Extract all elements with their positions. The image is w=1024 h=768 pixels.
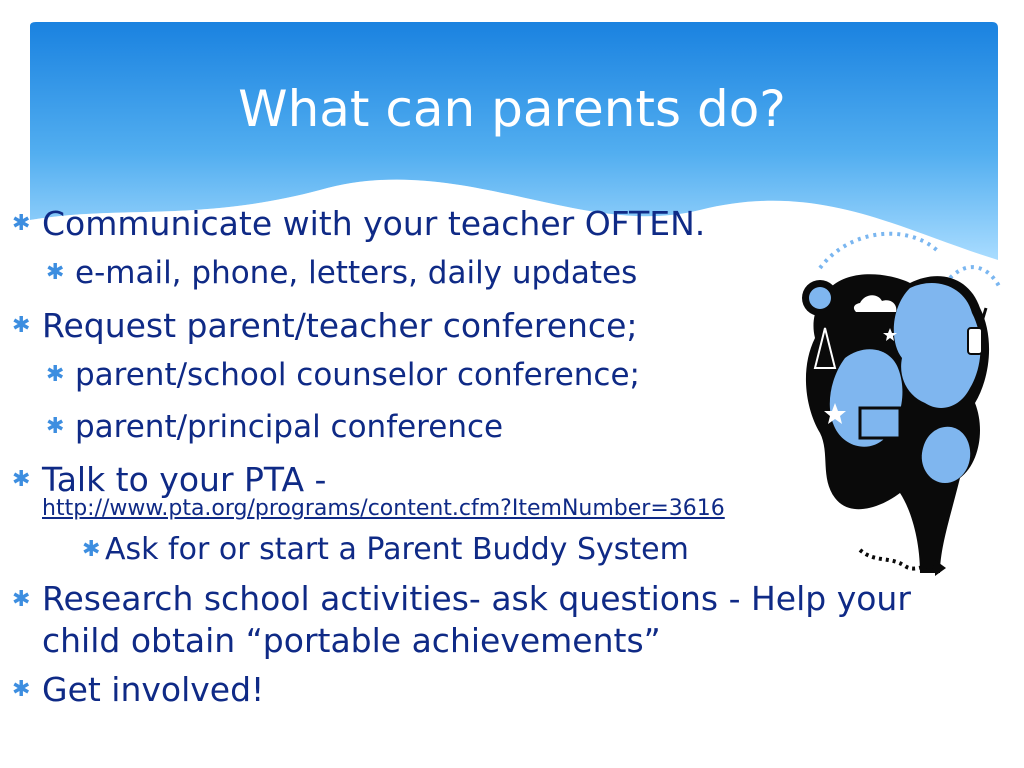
asterisk-star-icon: ✱ [12,677,31,702]
asterisk-star-icon: ✱ [12,211,31,236]
bullet-text: Communicate with your teacher OFTEN. [42,204,706,243]
pta-link[interactable]: http://www.pta.org/programs/content.cfm?ItemNumber=3616 [42,496,725,521]
asterisk-star-icon: ✱ [12,313,31,338]
asterisk-star-icon: ✱ [46,260,65,285]
asterisk-star-icon: ✱ [82,537,101,562]
multitasking-parent-clipart-icon [790,228,1024,588]
asterisk-star-icon: ✱ [12,467,31,492]
bullet-text: Ask for or start a Parent Buddy System [105,532,689,567]
list-item [10,578,940,662]
bullet-text: parent/school counselor conference; [75,357,640,393]
bullet-text: Get involved! [42,670,265,709]
bullet-text: parent/principal conference [75,409,504,445]
bullet-text: Research school activities- ask questions - Help your child obtain “portable achievements” [42,579,911,660]
list-item [10,668,940,712]
asterisk-star-icon: ✱ [12,587,31,612]
bullet-text: e-mail, phone, letters, daily updates [75,255,638,291]
asterisk-star-icon: ✱ [46,414,65,439]
bullet-text: Request parent/teacher conference; [42,306,638,345]
bullet-text: Talk to your PTA - [42,460,327,499]
asterisk-star-icon: ✱ [46,362,65,387]
slide-title: What can parents do? [238,80,786,138]
